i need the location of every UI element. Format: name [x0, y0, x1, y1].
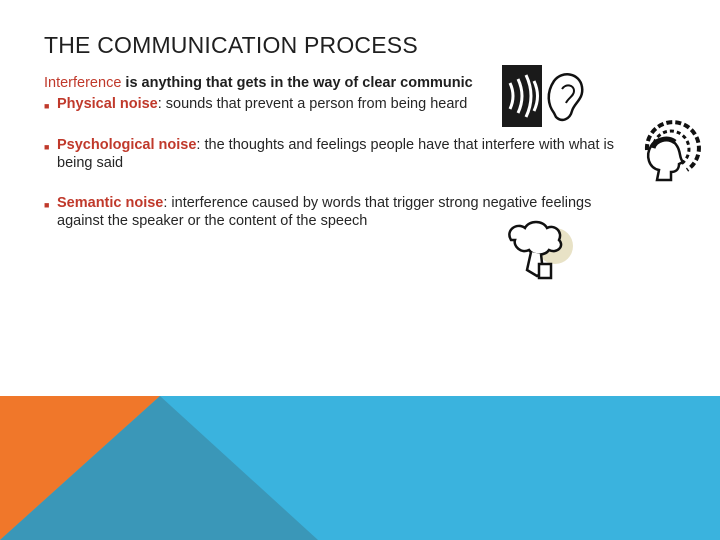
intro-line — [44, 75, 473, 91]
bullet-text: : the thoughts and feelings people have that interfere with what is being said — [57, 137, 614, 171]
bullet-term: Psychological noise — [57, 137, 197, 153]
bullet-physical-noise — [44, 95, 544, 113]
thinking-person-icon — [503, 220, 573, 280]
bullet-text: : interference caused by words that trigger strong negative feelings against the speaker or the content of the speech — [57, 195, 592, 229]
bullet-marker: ■ — [44, 101, 50, 111]
intro-term: Interference — [44, 75, 122, 91]
intro-text: is anything that gets in the way of clear communic — [121, 75, 473, 91]
head-thoughts-icon — [617, 120, 701, 182]
bullet-term: Physical noise — [57, 96, 158, 112]
bullet-marker: ■ — [44, 142, 50, 152]
bullet-text: : sounds that prevent a person from being heard — [157, 96, 468, 112]
bullet-marker: ■ — [44, 200, 50, 210]
bullet-term: Semantic noise — [57, 195, 164, 211]
slide-title: THE COMMUNICATION PROCESS — [44, 32, 418, 58]
bullet-psychological-noise — [44, 136, 634, 172]
